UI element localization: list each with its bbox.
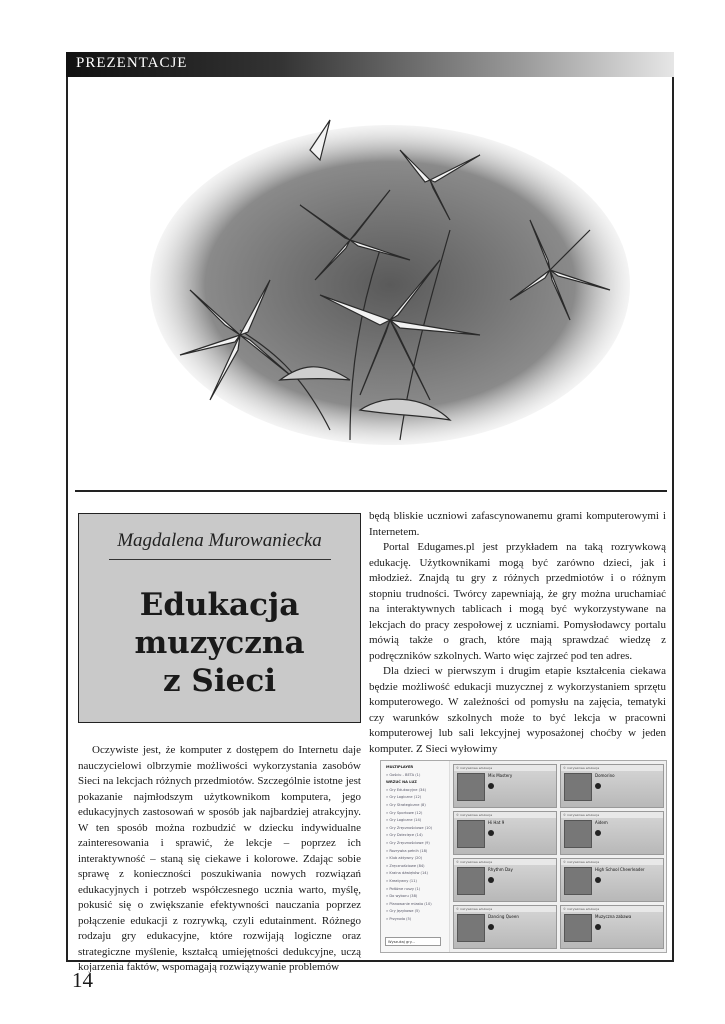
sidebar-item: » Przyroda (5) [386, 916, 412, 921]
card-title: High School Cheerleader [595, 867, 645, 872]
game-card [560, 905, 664, 949]
sidebar-item: » Gry Zręcznościowe (10) [386, 825, 433, 830]
section-header [66, 52, 674, 77]
title-line: Edukacja [139, 587, 300, 623]
card-thumbnail [457, 867, 485, 895]
card-title: Rhythm Day [488, 867, 513, 872]
game-card [560, 858, 664, 902]
game-card [453, 858, 557, 902]
paragraph: Dla dzieci w pierwszym i drugim etapie kształcenia ciekawa będzie możliwość edukacji muzycznej z wykorzystaniem sprzętu komputerowego. W zależności od pomysłu na zajęcia, tematyki czy warunków szkolnych może to być lekcja w pracowni komputerowej lub sali lekcyjnej wyposażonej choćby w jeden komputer. Z Sieci wyłowimy [369, 665, 666, 755]
play-icon [595, 877, 601, 883]
paragraph: Oczywiste jest, że komputer z dostępem do Internetu daje nauczycielowi olbrzymie możliwości wykorzystania zasobów Sieci na lekcjach różnych przedmiotów. Szczególnie istotne jest pokazanie najmłodszym użytkownikom komputera, jego edukacyjnych zastosowań w sposób jak najbardziej atrakcyjny. W ten sposób można rozbudzić w dziecku indywidualne zainteresowania i sprawić, że lekcje – poprzez ich interaktywność – staną się ciekawe i kolorowe. Zdając sobie sprawę z konieczności poszukiwania nowych rozwiązań edukacyjnych i potrzeb współczesnego ucznia warto, myślę, pokusić się o zwiększanie efektywności nauczania poprzez połączenie edukacji z rozrywką, czyli edutainment. Różnego rodzaju gry edukacyjne, które rozwijają logiczne oraz strategiczne myślenie, kształcą umiejętności dedukcyjne, uczą kojarzenia faktów, wspomagają rozwiązywanie problemów [78, 744, 361, 973]
sidebar-item: » Zręcznościowe (84) [386, 863, 425, 868]
play-icon [488, 877, 494, 883]
sidebar-item: » Kraina dźwięków (14) [386, 871, 428, 876]
sidebar-item: » Planowanie miasto (10) [386, 901, 432, 906]
card-thumbnail [457, 914, 485, 942]
sidebar-item: » Gościu - BETA (1) [386, 772, 421, 777]
play-icon [488, 783, 494, 789]
sidebar-item: » Klub aktywny (20) [386, 856, 423, 861]
paragraph: Portal Edugames.pl jest przykładem na taką rozrywkową edukację. Użytkownikami mogą być zarówno dzieci, jak i młodzież. Znajdą tu gry z różnych przedmiotów i o różnym stopniu trudności. Twórcy zapewniają, że gry można uruchamiać na interaktywnych tablicach i mogą być wykorzystywane na lekcjach do pracy zespołowej z uczniami. Pomysłodawcy portalu mówią także o grach, które mają sprawdzać wiedzę z podręczników szkolnych. Warto więc zajrzeć pod ten adres. [369, 541, 666, 662]
card-title: Hi Hat 9 [488, 820, 505, 825]
play-icon [488, 830, 494, 836]
page-number: 14 [72, 968, 93, 992]
author-name: Magdalena Murowaniecka [117, 530, 322, 551]
card-bar: © rozrywkowa edukacja [561, 859, 663, 865]
section-divider [75, 490, 667, 492]
card-bar: © rozrywkowa edukacja [561, 765, 663, 771]
card-thumbnail [564, 867, 592, 895]
game-card [560, 811, 664, 855]
title-line: z Sieci [163, 663, 276, 699]
sidebar-item: » Rozrywka pełnih (18) [386, 848, 428, 853]
game-card [560, 764, 664, 808]
author-rule [109, 559, 331, 560]
card-bar: © rozrywkowa edukacja [561, 812, 663, 818]
game-card [453, 764, 557, 808]
title-line: muzyczna [134, 625, 305, 661]
sidebar-item: » Gry Sportowe (12) [386, 810, 423, 815]
play-icon [488, 924, 494, 930]
card-bar: © rozrywkowa edukacja [454, 812, 556, 818]
sidebar-heading: MULTIPLAYER [386, 765, 414, 769]
section-title: PREZENTACJE [76, 55, 188, 71]
game-card [453, 905, 557, 949]
sidebar-item: » Gry Zręcznościowe (9) [386, 840, 430, 845]
card-bar: © rozrywkowa edukacja [454, 906, 556, 912]
card-thumbnail [457, 820, 485, 848]
game-card [453, 811, 557, 855]
card-title: Domorino [595, 773, 615, 778]
portal-search-input: Wyszukaj gry... [385, 937, 441, 946]
ink-wash-background [150, 125, 630, 445]
sidebar-item: » Gry Strategiczne (8) [386, 802, 426, 807]
card-thumbnail [564, 773, 592, 801]
card-title: Muzyczna zabawa [595, 914, 632, 919]
left-column [78, 743, 361, 976]
sidebar-item: » Połóżne ruszy (1) [386, 886, 421, 891]
card-thumbnail [564, 820, 592, 848]
card-title: Aidem [595, 820, 608, 825]
card-thumbnail [564, 914, 592, 942]
sidebar-heading: WRZUĆ NA LUZ [386, 780, 417, 785]
play-icon [595, 783, 601, 789]
card-title: Dancing Queen [488, 914, 519, 919]
right-column [369, 509, 666, 757]
title-box [78, 513, 361, 723]
portal-sidebar [381, 761, 450, 952]
card-bar: © rozrywkowa edukacja [454, 859, 556, 865]
sidebar-item: » Gry Edukacyjne (34) [386, 787, 427, 792]
portal-screenshot [380, 760, 667, 953]
article-title [79, 586, 360, 700]
sidebar-item: » Kreatywny (11) [386, 878, 417, 883]
sidebar-item: » Gry Logiczne (14) [386, 818, 422, 823]
card-bar: © rozrywkowa edukacja [561, 906, 663, 912]
sidebar-item: » Gry Dziecięce (14) [386, 833, 423, 838]
sidebar-item: » Gry Językowe (5) [386, 909, 420, 914]
paragraph: będą bliskie uczniowi zafascynowanemu grami komputerowymi i Internetem. [369, 510, 666, 538]
sidebar-item: » Gry Logiczne (12) [386, 795, 422, 800]
sidebar-item: » Do wyboru (38) [386, 894, 418, 899]
play-icon [595, 830, 601, 836]
lilies-illustration [150, 110, 650, 470]
play-icon [595, 924, 601, 930]
card-thumbnail [457, 773, 485, 801]
card-title: Mix Mastery [488, 773, 513, 778]
card-bar: © rozrywkowa edukacja [454, 765, 556, 771]
